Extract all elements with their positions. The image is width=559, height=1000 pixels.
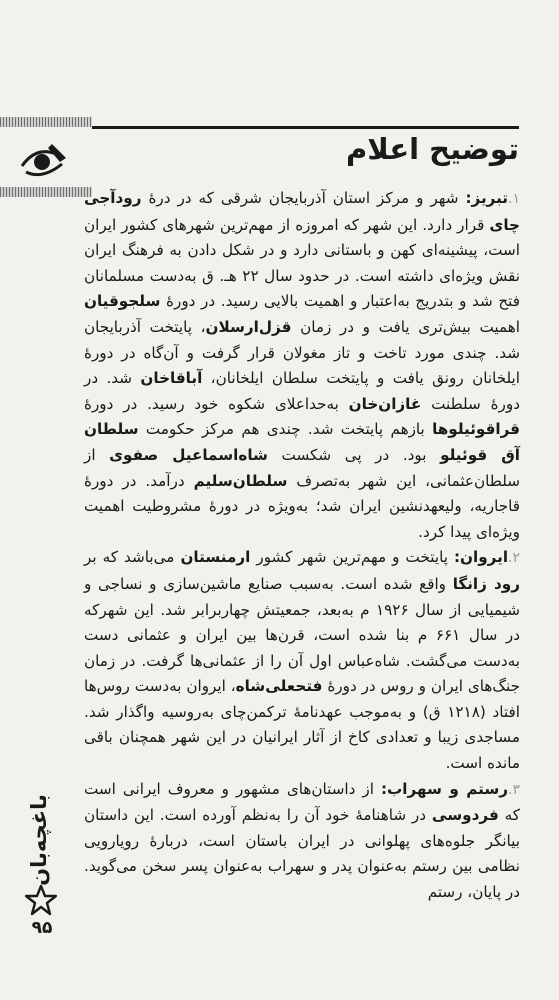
entry-term: رود زانگا [452, 574, 520, 593]
glossary-entry [84, 186, 520, 545]
entry-term: سلطان‌سلیم [193, 471, 288, 490]
entry-text: از سلطان‌عثمانی، این شهر به‌تصرف [84, 445, 520, 490]
entry-text: شهر و مرکز استان آذربایجان شرقی که در درهٔ [141, 189, 466, 207]
star-outline-icon [25, 884, 57, 916]
entry-term: سلجوقیان [84, 292, 161, 311]
entry-term: قزل‌ارسلان [205, 317, 292, 336]
entry-text: قرار دارد. این شهر که امروزه از مهم‌ترین شهرهای کشور ایران است، پیشینه‌ای کهن و باستانی دارد و در شکل دادن به فرهنگ ایران نقش ویژه‌ای داشته است. در حدود سال ۲۲ هـ. ق به‌دست مسلمانان فتح شد و بتدریج به‌اعتبار و اهمیت بالایی رسید. در دورهٔ [84, 215, 520, 311]
entry-term: غازان‌خان [348, 394, 422, 413]
pencil-eye-logo-icon [16, 136, 70, 184]
decorative-hatch-bar-mid [0, 187, 92, 197]
entry-term: رستم و سهراب: [380, 779, 508, 798]
glossary-entry [84, 545, 520, 776]
glossary-entry [84, 777, 520, 906]
entry-text: پایتخت و مهم‌ترین شهر کشور [250, 548, 454, 567]
entry-term: ارمنستان [180, 548, 251, 567]
page-number: ۹۵ [31, 918, 53, 938]
entry-text: اهمیت بیش‌تری یافت و در زمان [291, 317, 520, 336]
entry-term: شاه‌اسماعیل صفوی [109, 445, 268, 464]
entry-text: شد. در دورهٔ سلطنت [84, 369, 520, 413]
sidebar-brand-label: باغچه‌بان [27, 794, 51, 886]
entry-text: ، ایروان به‌دست روس‌ها افتاد (۱۲۱۸ ق) و به‌موجب عهدنامهٔ ترکمن‌چای به‌روسیه واگذار شد. مساجدی زیبا و تعدادی کاخ از آثار ایرانیان در این شهر همچنان باقی مانده است. [84, 677, 520, 773]
header-rule [92, 126, 519, 129]
page-title: توضیح اعلام [346, 132, 519, 166]
entry-text: بود. در پی شکست [267, 445, 441, 464]
entry-number: ۲. [508, 550, 521, 567]
entry-text: بازهم پایتخت شد. چندی هم مرکز حکومت [138, 420, 433, 439]
entry-text: در شاهنامهٔ خود آن را به‌نظم آورده است. این داستان بیانگر جلوه‌های پهلوانی در ایران باستان است، دربارهٔ رویارویی نظامی بین رستم به‌عنوان پدر و سهراب به‌عنوان پسر سخن می‌گوید. در پایان، رستم [84, 806, 520, 902]
entry-term: آباقاخان [140, 369, 203, 388]
sidebar-brand [24, 790, 54, 890]
entry-term: رودآجی چای [84, 189, 520, 234]
entry-text: می‌باشد که بر [84, 548, 181, 567]
entry-term: فردوسی [431, 806, 499, 825]
entry-number: ۳. [508, 781, 520, 798]
decorative-hatch-bar-top [0, 117, 92, 127]
entry-text: ، پایتخت آذربایجان شد. چندی مورد تاخت و تاز مغولان قرار گرفت و آن‌گاه در دورهٔ ایلخانان رونق یافت و پایتخت سلطان ایلخانان، [84, 317, 521, 388]
entry-term: فتحعلی‌شاه [235, 677, 323, 696]
entry-term: تبریز: [465, 189, 509, 207]
entry-term: ایروان: [453, 548, 509, 567]
entry-text: واقع شده است. به‌سبب صنایع ماشین‌سازی و نساجی و شیمیایی از سال ۱۹۲۶ م به‌بعد، جمعیتش چهاربرابر شد. این شهرکه در سال ۶۶۱ م بنا شده است، قرن‌ها بین ایران و عثمانی دست به‌دست می‌گشت. شاه‌عباس اول آن را از عثمانی‌ها گرفت. در زمان جنگ‌های ایران و روس در دورهٔ [84, 574, 520, 696]
entry-term: سلطان آق قوئیلو [84, 420, 520, 464]
glossary-body [84, 186, 520, 906]
entry-text: به‌حداعلای شکوه خود رسید. در دورهٔ [84, 394, 349, 413]
entry-number: ۱. [508, 191, 520, 207]
entry-term: قراقوئیلوها [432, 420, 520, 439]
entry-text: از داستان‌های مشهور و معروف ایرانی است که [84, 779, 520, 825]
entry-text: درآمد. در دورهٔ قاجاریه، ولیعهدنشین ایران شد؛ به‌ویژه در دورهٔ مشروطیت اهمیت ویژه‌ای پیدا کرد. [84, 471, 520, 541]
